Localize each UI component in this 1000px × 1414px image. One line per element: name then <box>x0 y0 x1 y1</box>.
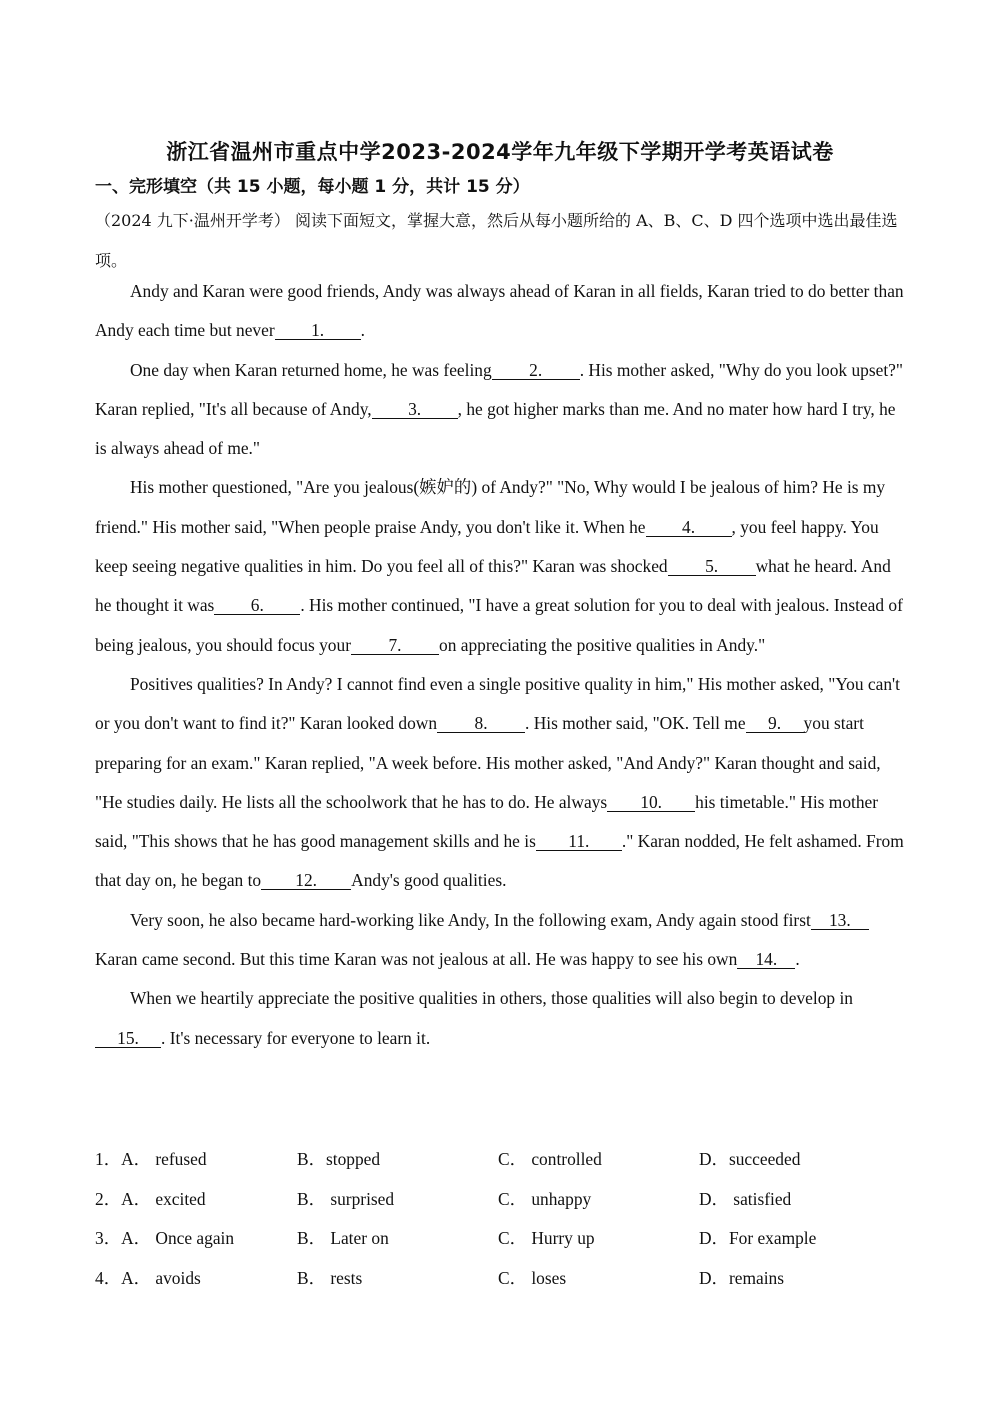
paragraph-4 <box>95 665 907 901</box>
blank-10: 10. <box>607 793 695 812</box>
passage-text: . <box>360 320 365 341</box>
blank-11: 11. <box>536 832 622 851</box>
passage-text: . His mother said, "OK. Tell me <box>525 713 746 734</box>
option-c: C． loses <box>498 1267 567 1288</box>
option-c: C． Hurry up <box>498 1228 595 1248</box>
option-d: D． satisfied <box>699 1188 792 1209</box>
section-heading: 一、完形填空（共 15 小题，每小题 1 分，共计 15 分） <box>95 177 530 197</box>
paragraph-1 <box>95 272 907 351</box>
passage-text: . It's necessary for everyone to learn it. <box>161 1027 431 1048</box>
blank-9: 9. <box>746 714 804 733</box>
question-2-options <box>95 1177 907 1217</box>
intro-instructions: （2024 九下·温州开学考） 阅读下面短文，掌握大意，然后从每小题所给的 A、B、C、D 四个选项中选出最佳选项。 <box>95 211 898 270</box>
option-a: 2．A． excited <box>95 1188 206 1209</box>
passage-text: . His mother continued, "I have a great solution for you to deal with jealous. Instead of being jealous, you should focus your <box>95 595 903 655</box>
passage-text: what he heard. And he thought it was <box>95 556 891 616</box>
blank-2: 2. <box>492 361 580 380</box>
option-b: B． rests <box>297 1267 363 1288</box>
blank-3: 3. <box>372 400 458 419</box>
passage-text: , he got higher marks than me. And no mater how hard I try, he is always ahead of me." <box>95 398 896 459</box>
page-title: 浙江省温州市重点中学2023-2024学年九年级下学期开学考英语试卷 <box>166 140 834 164</box>
paragraph-5 <box>95 901 907 980</box>
passage-text: One day when Karan returned home, he was feeling <box>130 359 492 380</box>
option-d: D．For example <box>699 1228 817 1248</box>
option-a: 1．A． refused <box>95 1149 207 1169</box>
option-a: 4．A． avoids <box>95 1267 201 1288</box>
passage-text: Positives qualities? In Andy? I cannot find even a single positive quality in him," His mother asked, "You can't or you don't want to find it?" Karan looked down <box>95 673 901 734</box>
paragraph-2 <box>95 351 907 469</box>
option-b: B． surprised <box>297 1188 395 1209</box>
option-a: 3．A． Once again <box>95 1228 235 1248</box>
passage-text: Very soon, he also became hard-working like Andy, In the following exam, Andy again stood first <box>130 909 811 930</box>
blank-6: 6. <box>214 596 300 615</box>
question-3-options <box>95 1216 907 1256</box>
question-4-options <box>95 1256 907 1296</box>
option-b: B．stopped <box>297 1149 381 1169</box>
blank-7: 7. <box>351 636 439 655</box>
passage-text: . His mother asked, "Why do you look upset?" Karan replied, "It's all because of Andy, <box>95 359 904 419</box>
passage-text: on appreciating the positive qualities in Andy." <box>439 634 766 655</box>
passage-text: Andy's good qualities. <box>351 870 507 891</box>
option-d: D．remains <box>699 1267 785 1288</box>
option-b: B． Later on <box>297 1228 389 1248</box>
blank-1: 1. <box>275 321 361 340</box>
blank-12: 12. <box>261 871 351 890</box>
answer-options <box>95 1137 907 1295</box>
blank-4: 4. <box>646 518 732 537</box>
passage-text: His mother questioned, "Are you jealous(嫉妒的) of Andy?" "No, Why would I be jealous of him? He is my friend." His mother said, "When people praise Andy, you don't like it. When he <box>95 477 886 537</box>
passage-text: When we heartily appreciate the positive qualities in others, those qualities will also begin to develop in <box>130 988 853 1009</box>
passage-text: his timetable." His mother said, "This shows that he has good management skills and he is <box>95 791 879 852</box>
passage-text: Karan came second. But this time Karan was not jealous at all. He was happy to see his own <box>95 949 738 970</box>
option-c: C． unhappy <box>498 1188 592 1209</box>
passage-text: you start preparing for an exam." Karan replied, "A week before. His mother asked, "And Andy?" Karan thought and said, "He studies daily. He lists all the schoolwork that he has to do. He always <box>95 713 881 812</box>
blank-13: 13. <box>811 911 869 930</box>
blank-14: 14. <box>737 950 795 969</box>
passage-text: . <box>795 949 800 970</box>
option-c: C． controlled <box>498 1149 602 1169</box>
passage-text: Andy and Karan were good friends, Andy was always ahead of Karan in all fields, Karan tried to do better than Andy each time but never <box>95 281 904 341</box>
blank-5: 5. <box>668 557 756 576</box>
question-1-options <box>95 1137 907 1177</box>
cloze-passage <box>95 272 907 1058</box>
passage-text: , you feel happy. You keep seeing negative qualities in him. Do you feel all of this?" Karan was shocked <box>95 516 879 577</box>
paragraph-3 <box>95 468 907 664</box>
blank-15: 15. <box>95 1029 161 1048</box>
paragraph-6 <box>95 979 907 1058</box>
option-d: D．succeeded <box>699 1149 801 1169</box>
passage-text: ." Karan nodded, He felt ashamed. From that day on, he began to <box>95 831 904 891</box>
blank-8: 8. <box>437 714 525 733</box>
